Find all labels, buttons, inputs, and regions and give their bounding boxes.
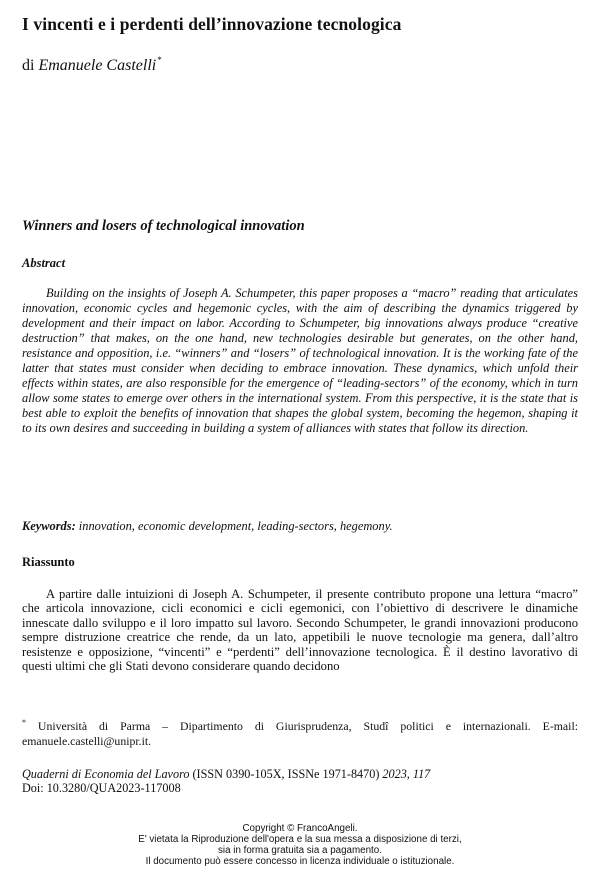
copyright-line-1: Copyright © FrancoAngeli. <box>242 823 358 834</box>
keywords-line <box>22 519 578 534</box>
footnote-text: Università di Parma – Dipartimento di Giurisprudenza, Studî politici e internazionali. E-mail: emanuele.castelli@unipr.it. <box>22 719 578 748</box>
journal-name: Quaderni di Economia del Lavoro <box>22 767 190 781</box>
copyright-line-3: sia in forma gratuita sia a pagamento. <box>218 844 382 856</box>
copyright-line-2: E' vietata la Riproduzione dell'opera e la sua messa a disposizione di terzi, <box>138 833 462 845</box>
journal-citation <box>22 767 578 795</box>
author-prefix: di <box>22 57 35 74</box>
author-line <box>22 55 162 75</box>
english-title: Winners and losers of technological innovation <box>22 218 305 234</box>
abstract-heading: Abstract <box>22 256 66 270</box>
author-name: Emanuele Castelli <box>38 57 157 74</box>
article-title: I vincenti e i perdenti dell’innovazione tecnologica <box>22 14 402 34</box>
abstract-body: Building on the insights of Joseph A. Schumpeter, this paper proposes a “macro” reading that articulates innovation, economic cycles and hegemonic cycles, with the aim of describing the dynamics triggered by development and their impact on labor. According to Schumpeter, big innovations always produce “creative destruction” that makes, on the one hand, new technologies desirable but generates, on the other hand, resistance and opposition, i.e. “winners” and “losers” of technological innovation. It is the working fate of the latter that states must consider when deciding to embrace innovation. These dynamics, which unfold their effects within states, are also responsible for the emergence of “leading-sectors” of the economy, which in turn allow some states to emerge over others in the international system. From this perspective, it is the state that is best able to exploit the benefits of innovation that shapes the global system, becoming the hegemon, shaping it to its own desires and succeeding in building a system of alliances with states that follow its direction. <box>22 286 578 435</box>
riassunto-body: A partire dalle intuizioni di Joseph A. Schumpeter, il presente contributo propone una lettura “macro” che articola innovazione, cicli economici e cicli egemonici, con l’obiettivo di descrivere le dinamiche innescate dallo sviluppo e il loro impatto sul lavoro. Secondo Schumpeter, le grandi innovazioni producono sempre distruzione creatrice che rende, da un lato, appetibili le nuove tecnologie ma genera, dall’altro resistenze e opposizione, “vincenti” e “perdenti” dell’innovazione tecnologica. È il destino lavorativo di questi ultimi che gli Stati devono considerare quando decidono <box>22 587 578 674</box>
riassunto-heading: Riassunto <box>22 555 75 569</box>
journal-doi: Doi: 10.3280/QUA2023-117008 <box>22 781 181 795</box>
author-footnote-mark: * <box>157 55 162 65</box>
copyright-line-4: Il documento può essere concesso in licenza individuale o istituzionale. <box>145 855 455 867</box>
journal-issue: 2023, 117 <box>382 767 431 781</box>
copyright-notice <box>0 824 600 868</box>
journal-issn: (ISSN 0390-105X, ISSNe 1971-8470) <box>189 767 383 781</box>
author-affiliation-footnote <box>22 716 578 748</box>
footnote-mark: * <box>22 718 26 727</box>
keywords-text: innovation, economic development, leading-sectors, hegemony. <box>75 519 393 533</box>
keywords-label: Keywords: <box>22 519 76 533</box>
